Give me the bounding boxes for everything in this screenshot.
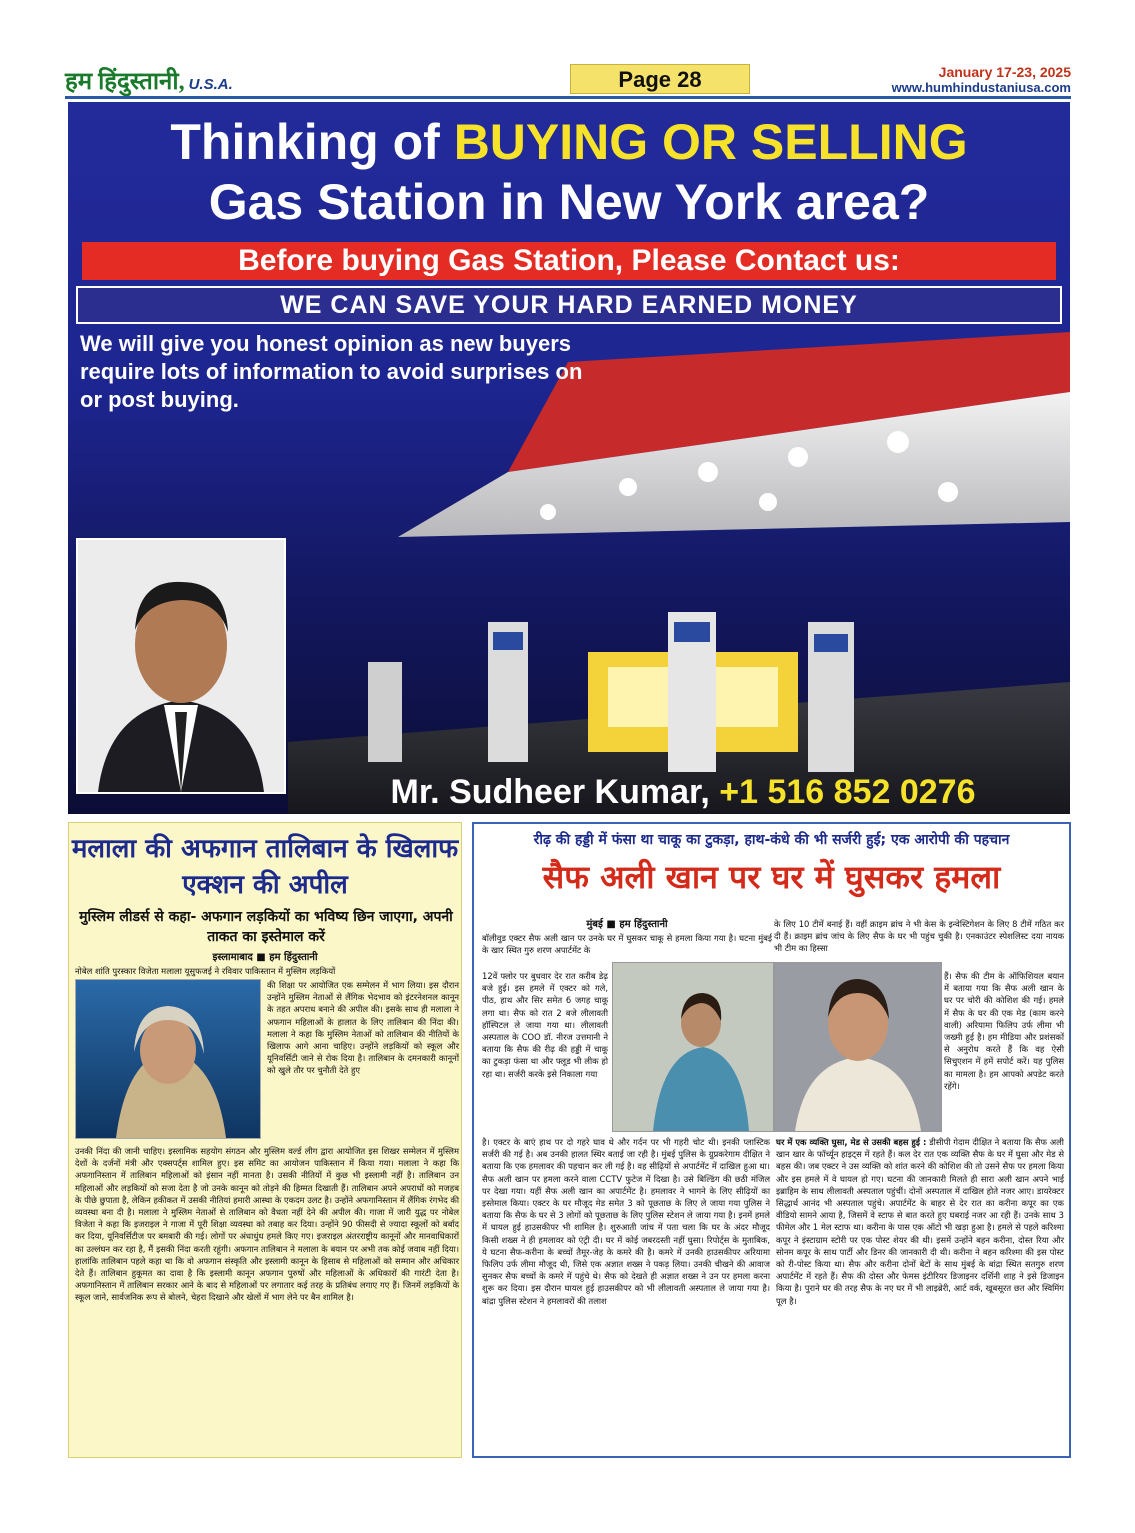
housekeeper-figure-icon: [613, 963, 773, 1131]
saif-ali-khan-photo: [774, 962, 942, 1132]
ad-headline-highlight: BUYING OR SELLING: [453, 114, 968, 170]
article-body-right-text: डीसीपी गेदाम दीक्षित ने बताया कि सैफ अली खान खार के फॉर्च्यून हाइट्स में रहते हैं। कल देर रात एक व्यक्ति सैफ के घर में घुसा और मेड से बहस की। जब एक्टर ने उस व्यक्ति को शांत करने की कोशिश की तो उसने सैफ पर हमला किया और इस हमले में वे घायल हो गए। घटना की जानकारी मिलते ही सारा अली खान अपने भाई इब्राहिम के साथ लीलावती अस्पताल पहुंचीं। दोनों अस्पताल में दाखिल होते नजर आए। डायरेक्टर सिद्धार्थ आनंद भी अस्पताल पहुंचे। अपार्टमेंट के बाहर से देर रात का करीना कपूर का एक वीडियो सामने आया है, जिसमें वे स्टाफ से बात करते हुए घबराई नजर आ रही हैं। उनके साथ 3 फीमेल और 1 मेल स्टाफ था। करीना के पास एक ऑटो भी खड़ा हुआ है। हमले से पहले करिश्मा कपूर ने इंस्टाग्राम स्टोरी पर एक पोस्ट शेयर की थी। इसमें उन्होंने बहन करीना, दोस्त रिया और सोनम कपूर के साथ पार्टी और डिनर की जानकारी दी थी। करीना ने बहन करिश्मा की इस पोस्ट को री-पोस्ट किया था। सैफ और करीना दोनों बेटों के साथ मुंबई के बांद्रा स्थित सतगुरु शरण अपार्टमेंट में रहते हैं। सैफ की दोस्त और फेमस इंटीरियर डिजाइनर दर्शिनी शाह ने इसे डिजाइन किया है। पुराने घर की तरह सैफ के नए घर में भी लाइब्रेरी, आर्ट वर्क, खूबसूरत छत और स्विमिंग पूल है।: [776, 1137, 1064, 1306]
article-headline: सैफ अली खान पर घर में घुसकर हमला: [542, 858, 1001, 896]
article-subheadline: मुस्लिम लीडर्स से कहा- अफगान लड़कियों का भविष्य छिन जाएगा, अपनी ताकत का इस्तेमाल करें: [79, 909, 453, 945]
article-lead: नोबेल शांति पुरस्कार विजेता मलाला यूसुफजई ने रविवार पाकिस्तान में मुस्लिम लड़कियों: [75, 966, 336, 976]
newspaper-title-suffix: U.S.A.: [188, 75, 233, 93]
contact-person-photo: [76, 538, 286, 794]
article-lead: बॉलीवुड एक्टर सैफ अली खान पर उनके घर में घुसकर चाकू से हमला किया गया है। घटना मुंबई के खार स्थित गुरु शरण अपार्टमेंट के: [482, 933, 772, 956]
article-body-right: [776, 1136, 1064, 1307]
article-dateline: इस्लामाबाद ■ हम हिंदुस्तानी: [212, 952, 318, 963]
article-headline: मलाला की अफगान तालिबान के खिलाफ एक्शन की अपील: [71, 834, 459, 900]
page-number: Page 28: [570, 64, 750, 94]
masthead-divider: [65, 96, 1071, 99]
ad-description: We will give you honest opinion as new buyers require lots of information to avoid surprises on or post buying.: [80, 331, 583, 412]
article-subhead-inline: घर में एक व्यक्ति घुसा, मेड से उसकी बहस हुई :: [776, 1137, 927, 1147]
ad-contact-line: [298, 770, 1068, 814]
issue-date: January 17-23, 2025: [938, 64, 1071, 80]
malala-portrait-icon: [76, 980, 260, 1138]
article-column: की शिक्षा पर आयोजित एक सम्मेलन में भाग लिया। इस दौरान उन्होंने मुस्लिम नेताओं से लैंगिक भेदभाव को इंटरनेशनल कानून के तहत अपराध बनाने की अपील की। इसके साथ ही मलाला ने अफगान महिलाओं के हालात के लिए तालिबान की निंदा की। मलाला ने कहा कि मुस्लिम नेताओं को तालिबान की नीतियों के खिलाफ आगे आना चाहिए। उन्होंने लड़कियों को स्कूल और यूनिवर्सिटी जाने से रोक दिया है। तालिबान के दमनकारी कानूनों को खुले तौर पर चुनौती देते हुए: [267, 980, 459, 1076]
ad-contact-banner: Before buying Gas Station, Please Contact us:: [82, 242, 1056, 280]
ad-save-banner: WE CAN SAVE YOUR HARD EARNED MONEY: [76, 286, 1062, 324]
malala-photo: [75, 979, 261, 1139]
ad-headline-line2: Gas Station in New York area?: [208, 174, 930, 230]
article-column-3-side: हैं। सैफ की टीम के ऑफिशियल बयान में बताया गया कि सैफ अली खान के घर पर चोरी की कोशिश की गई। हमले में सैफ के घर की एक मेड (काम करने वाली) अरियामा फिलिप उर्फ लीमा भी जख्मी हुई है। हम मीडिया और प्रशंसकों से अनुरोध करते हैं कि वह ऐसी सिचुएशन में हमें सपोर्ट करें। यह पुलिस का मामला है। हम आपको अपडेट करते रहेंगे।: [944, 971, 1064, 1091]
article-column-3-top: के लिए 10 टीमें बनाई हैं। वहीं क्राइम ब्रांच ने भी केस के इन्वेस्टिगेशन के लिए 8 टीमें गठित कर दी हैं। क्राइम ब्रांच जांच के लिए सैफ के घर भी पहुंच चुकी है। एनकाउंटर स्पेशलिस्ट दया नायक भी टीम का हिस्सा: [774, 919, 1064, 954]
newspaper-title: हम हिंदुस्तानी, U.S.A.: [65, 68, 233, 95]
article-malala: [68, 822, 462, 1458]
ad-headline-line1: Thinking of BUYING OR SELLING: [170, 114, 968, 170]
article-saif-ali-khan: [472, 822, 1071, 1458]
issue-date-block: [892, 64, 1071, 96]
article-column-1: 12वें फ्लोर पर बुधवार देर रात करीब डेढ़ बजे हुई। इस हमले में एक्टर को गले, पीठ, हाथ और सिर समेत 6 जगह चाकू लगा था। सैफ को रात 2 बजे लीलावती हॉस्पिटल ले जाया गया था। लीलावती अस्पताल के COO डॉ. नीरज उत्तमानी ने बताया कि सैफ की रीढ़ की हड्डी में चाकू का टुकड़ा फंसा था और फ्लूड भी लीक हो रहा था। सर्जरी करके इसे निकाला गया: [482, 971, 608, 1079]
contact-name: Mr. Sudheer Kumar,: [390, 773, 710, 811]
contact-phone[interactable]: +1 516 852 0276: [719, 773, 976, 811]
article-dateline: मुंबई ■ हम हिंदुस्तानी: [586, 919, 668, 930]
housekeeper-photo: [612, 962, 774, 1132]
article-body-left: है। एक्टर के बाएं हाथ पर दो गहरे घाव थे और गर्दन पर भी गहरी चोट थी। इनकी प्लास्टिक सर्जरी की गई है। अब उनकी हालत स्थिर बताई जा रही है। मुंबई पुलिस के ग्रुप्रकरेगाम दीक्षित ने बताया कि एक हमलावर की पहचान कर ली गई है। वह सीढ़ियों से अपार्टमेंट में दाखिल हुआ था। सैफ अली खान पर हमला करने वाला CCTV फुटेज में दिखा है। उसे बिल्डिंग की छठी मंजिल पर देखा गया। यहीं सैफ अली खान का अपार्टमेंट है। हमलावर ने भागने के लिए सीढ़ियों का इस्तेमाल किया। एक्टर के घर मौजूद मेड समेत 3 को पूछताछ के लिए ले जाया गया पुलिस ने बताया कि सैफ के घर से 3 लोगों को पूछताछ के लिए पुलिस स्टेशन ले जाया गया है। इनमें हमले में घायल हुई हाउसकीपर भी शामिल है। शुरुआती जांच में पता चला कि घर के अंदर मौजूद किसी शख्स ने ही हमलावर को एंट्री दी। घर में कोई जबरदस्ती नहीं घुसा। रिपोर्ट्स के मुताबिक, ये घटना सैफ-करीना के बच्चों तैमूर-जेह के कमरे की है। कमरे में उनकी हाउसकीपर अरियामा फिलिप उर्फ लीमा मौजूद थी, जिसे एक अज्ञात शख्स ने पकड़ लिया। उनकी चीखने की आवाज सुनकर सैफ बच्चों के कमरे में पहुंचे थे। सैफ को देखते ही अज्ञात शख्स ने उन पर हमला करना शुरू कर दिया। इस दौरान घायल हुई हाउसकीपर को भी लीलावती अस्पताल ले जाया गया है। बांद्रा पुलिस स्टेशन ने हमलावरों की तलाश: [482, 1137, 770, 1306]
masthead: [65, 64, 1071, 96]
article-body: उनकी निंदा की जानी चाहिए। इस्लामिक सहयोग संगठन और मुस्लिम वर्ल्ड लीग द्वारा आयोजित इस शिखर सम्मेलन में मुस्लिम देशों के दर्जनों मंत्री और एक्सपर्ट्स शामिल हुए। इस समिट का आयोजन पाकिस्तान में किया गया। मलाला ने कहा कि अफगानिस्तान में तालिबान महिलाओं को इंसान नहीं मानता है। उसकी नीतियों में कुछ भी इस्लामी नहीं है। तालिबान उन महिलाओं और लड़कियों को सजा देता है जो उनके कानून को तोड़ने की हिम्मत दिखाती हैं। तालिबान अपने अपराधों को मजहब के पीछे छुपाता है, लेकिन हकीकत में उसकी नीतियां हमारी आस्था के एकदम उलट है। उन्होंने अफगानिस्तान में लैंगिक रंगभेद की व्यवस्था बना दी है। मलाला ने मुस्लिम नेताओं से तालिबान को वैधता नहीं देने की अपील की। गाजा में जारी युद्ध पर नोबेल विजेता ने कहा कि इजराइल ने गाजा में पूरी शिक्षा व्यवस्था को तबाह कर दिया। उन्होंने 90 फीसदी से ज्यादा स्कूलों को बर्बाद कर दिया, यूनिवर्सिटीज पर बमबारी की गई। लोगों पर अंधाधुंध हमले किए गए। इजराइल अंतरराष्ट्रीय कानूनों और मानवाधिकारों का उल्लंघन कर रहा है, मैं इसकी निंदा करती रहूंगी। अफगान तालिबान ने मलाला के बयान पर अभी तक कोई जवाब नहीं दिया। हालांकि तालिबान पहले कहा था कि वो अफगान संस्कृति और इस्लामी कानून के हिसाब से महिलाओं को सम्मान और अधिकार देते हैं। तालिबान हुकूमत का दावा है कि इस्लामी कानून अफगान पुरुषों और महिलाओं के अधिकारों की गारंटी देता है। अफगानिस्तान में तालिबान सरकार आने के बाद से महिलाओं पर लगातार कई तरह के प्रतिबंध लगाए गए हैं। जिनमें लड़कियों के स्कूल जाने, सार्वजनिक रूप से बोलने, चेहरा दिखाने और खेलों में भाग लेने पर बैन शामिल है।: [75, 1146, 459, 1303]
contact-person-icon: [78, 540, 284, 792]
article-strapline: रीढ़ की हड्डी में फंसा था चाकू का टुकड़ा, हाथ-कंधे की भी सर्जरी हुई; एक आरोपी की पहचान: [533, 832, 1010, 848]
saif-portrait-icon: [775, 963, 941, 1131]
website-link[interactable]: www.humhindustaniusa.com: [891, 80, 1071, 95]
ad-headline: [68, 112, 1070, 232]
gas-station-advertisement: [68, 102, 1070, 814]
